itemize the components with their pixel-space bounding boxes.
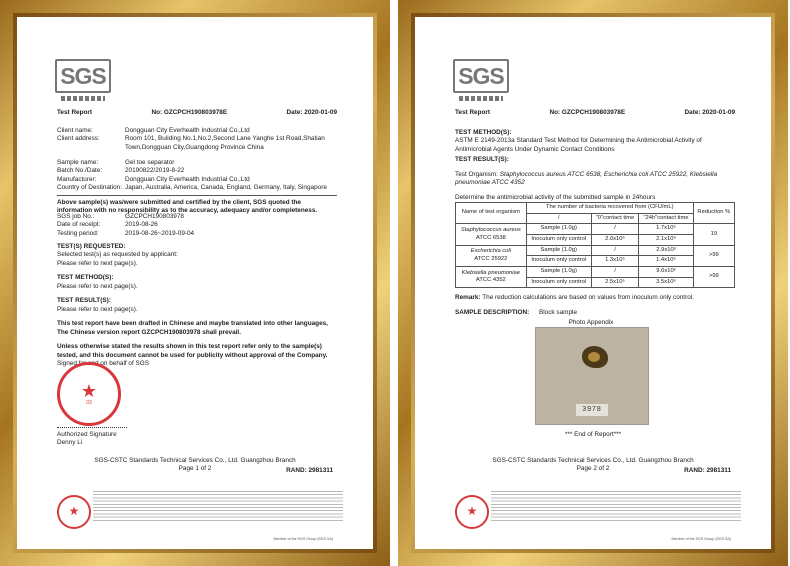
job-row bbox=[57, 221, 337, 229]
kv-value: GZCPCH190803978 bbox=[125, 213, 184, 220]
sample-desc-label: SAMPLE DESCRIPTION: bbox=[455, 308, 530, 316]
footer-fine-print bbox=[491, 491, 741, 521]
sample-row bbox=[57, 176, 337, 184]
sample-0h: / bbox=[591, 224, 638, 235]
sample-label: Sample (1.0g) bbox=[526, 224, 591, 235]
organism-text: Staphylococcus aureus ATCC 6538, Escherichia coli ATCC 25922, Klebsiella pneumoniae ATCC 4352 bbox=[455, 170, 718, 187]
official-stamp bbox=[57, 362, 121, 426]
control-0h: 1.3x10⁵ bbox=[591, 256, 638, 267]
divider bbox=[57, 195, 337, 196]
signed-for: Signed for and on behalf of SGS bbox=[57, 359, 150, 367]
signature-title: Authorized Signature bbox=[57, 431, 117, 438]
kv-value: Dongguan City Everhealth Industrial Co.,Ltd bbox=[125, 175, 250, 183]
fine-print-lines bbox=[491, 491, 741, 521]
control-label: Inoculum only control bbox=[526, 256, 591, 267]
sample-description-line bbox=[455, 309, 735, 317]
sample-0h: / bbox=[591, 245, 638, 256]
table-row bbox=[456, 224, 735, 235]
fine-print-lines bbox=[93, 491, 343, 521]
frame-inner bbox=[411, 13, 775, 553]
control-0h: 2.0x10⁵ bbox=[591, 235, 638, 246]
method-section bbox=[455, 129, 735, 317]
section-text: Please refer to next page(s). bbox=[57, 282, 138, 290]
photo-sample-label: 3978 bbox=[576, 404, 608, 416]
footer-rand: RAND: 2981311 bbox=[684, 467, 731, 474]
organism-atcc: ATCC 25922 bbox=[474, 255, 508, 262]
remark-line bbox=[455, 294, 735, 302]
sample-0h: / bbox=[591, 267, 638, 278]
header-reduction: Reduction % bbox=[693, 203, 734, 224]
footer-page-number: Page 2 of 2 bbox=[576, 465, 610, 473]
section-title: TEST RESULT(S): bbox=[57, 297, 111, 305]
kv-key: Manufacturer: bbox=[57, 175, 97, 183]
certificate-frame-right bbox=[398, 0, 788, 566]
sample-row bbox=[57, 159, 337, 167]
report-date: Date: 2020-01-09 bbox=[286, 109, 337, 116]
footer-page-number: Page 1 of 2 bbox=[178, 465, 212, 473]
report-date: Date: 2020-01-09 bbox=[684, 109, 735, 116]
sample-24h: 9.6x10² bbox=[639, 267, 693, 278]
method-text: ASTM E 2149-2013a Standard Test Method for Determining the Antimicrobial Activity of Antimicrobial Agents Under Dynamic Contact Conditions bbox=[455, 137, 702, 153]
header-organism: Name of test organism bbox=[456, 203, 527, 224]
report-header bbox=[57, 109, 337, 117]
stamp-number: 03 bbox=[86, 399, 92, 406]
footer-rand: RAND: 2981311 bbox=[286, 467, 333, 474]
client-name-row bbox=[57, 127, 337, 135]
footer-seal-icon: ★ bbox=[455, 495, 489, 529]
organism-name: Staphylococcus aureus bbox=[460, 226, 521, 233]
job-info bbox=[57, 213, 337, 238]
section-title: TEST RESULT(S): bbox=[455, 156, 509, 164]
logo-bar bbox=[61, 96, 105, 101]
sgs-logo-text: SGS bbox=[55, 59, 111, 93]
organism-cell bbox=[456, 245, 527, 266]
control-label: Inoculum only control bbox=[526, 277, 591, 288]
sample-desc-text: Block sample bbox=[539, 308, 578, 316]
organism-atcc: ATCC 4352 bbox=[475, 277, 506, 284]
logo-bar bbox=[459, 96, 503, 101]
certificate-frame-left bbox=[0, 0, 390, 566]
organism-cell bbox=[456, 267, 527, 288]
remark-label: Remark: bbox=[455, 294, 481, 302]
control-24h: 3.5x10⁶ bbox=[639, 277, 693, 288]
signature-name: Denny Li bbox=[57, 439, 83, 447]
kv-key: Batch No./Date: bbox=[57, 167, 103, 175]
disclaimer-translation: This test report have been drafted in Chinese and maybe translated into other languages, The Chinese version report GZCPCH190803978 shall prevail. bbox=[57, 320, 328, 336]
reduction-value: 19 bbox=[693, 224, 734, 245]
sample-photo bbox=[535, 327, 649, 425]
table-header-row bbox=[456, 203, 735, 214]
job-row bbox=[57, 213, 337, 221]
job-row bbox=[57, 230, 337, 238]
report-header bbox=[455, 109, 735, 117]
results-table bbox=[455, 202, 735, 288]
organism-atcc: ATCC 6538 bbox=[475, 234, 506, 241]
control-24h: 2.1x10⁶ bbox=[639, 235, 693, 246]
sample-24h: 2.9x10³ bbox=[639, 245, 693, 256]
sample-24h: 1.7x10⁶ bbox=[639, 224, 693, 235]
kv-key: Testing period: bbox=[57, 229, 99, 237]
header-0h: "0"contact time bbox=[591, 213, 638, 224]
signature-line bbox=[57, 427, 127, 428]
kv-key: SGS job No.: bbox=[57, 213, 95, 220]
kv-key: Country of Destination: bbox=[57, 184, 123, 192]
sample-object-highlight bbox=[588, 352, 600, 362]
report-label: Test Report bbox=[455, 109, 491, 116]
kv-value: 2019-08-26~2019-09-04 bbox=[125, 229, 195, 237]
section-text: Selected test(s) as requested by applicant: Please refer to next page(s). bbox=[57, 251, 178, 267]
reduction-value: >99 bbox=[693, 245, 734, 266]
tests-requested bbox=[57, 243, 337, 368]
reduction-value: >99 bbox=[693, 267, 734, 288]
kv-value: Room 101, Building No.1,No.2,Second Lane Yanghe 1st Road,Shatian Town,Dongguan City,Guangdong Province China bbox=[125, 135, 325, 151]
client-info bbox=[57, 127, 337, 152]
control-24h: 1.4x10⁶ bbox=[639, 256, 693, 267]
organism-name: Klebsiella pneumoniae bbox=[461, 269, 521, 276]
client-address-row bbox=[57, 135, 337, 152]
remark-text: The reduction calculations are based on values from inoculum only control. bbox=[482, 294, 694, 302]
section-title: TEST(S) REQUESTED: bbox=[57, 243, 126, 250]
footer-company-name: SGS-CSTC Standards Technical Services Co., Ltd. Guangzhou Branch bbox=[94, 457, 296, 464]
sample-label: Sample (1.0g) bbox=[526, 267, 591, 278]
kv-value: Japan, Australia, America, Canada, England, Germany, Italy, Singapore bbox=[125, 184, 327, 192]
report-number: No: GZCPCH190803978E bbox=[151, 109, 228, 116]
header-bacteria: The number of bacteria recovered from (CFU/mL) bbox=[526, 203, 693, 214]
photo-title: Photo Appendix bbox=[568, 319, 614, 326]
section-title: TEST METHOD(S): bbox=[455, 129, 512, 136]
kv-key: Sample name: bbox=[57, 159, 99, 166]
footer-member: Member of the SGS Group (SGS SA) bbox=[273, 537, 333, 541]
kv-key: Client address: bbox=[57, 135, 100, 143]
end-of-report: *** End of Report*** bbox=[564, 431, 622, 438]
report-page-1 bbox=[17, 17, 373, 549]
kv-value: 2019-08-26 bbox=[125, 221, 158, 229]
star-icon: ★ bbox=[80, 380, 98, 401]
disclaimer-publicity: Unless otherwise stated the results shown in this test report refer only to the sample(s) tested, and this document cannot be used for publicity without approval of the Company. bbox=[57, 343, 328, 359]
sample-row bbox=[57, 167, 337, 175]
organism-label: Test Organism: bbox=[455, 170, 498, 178]
client-statement: Above sample(s) was/were submitted and certified by the client, SGS quoted the information with no responsibility as to the accuracy, adequacy and/or completeness. bbox=[57, 198, 318, 215]
frame-inner bbox=[13, 13, 377, 553]
table-row bbox=[456, 267, 735, 278]
footer-member: Member of the SGS Group (SGS SA) bbox=[671, 537, 731, 541]
footer-company-name: SGS-CSTC Standards Technical Services Co., Ltd. Guangzhou Branch bbox=[492, 457, 694, 464]
footer-seal-icon: ★ bbox=[57, 495, 91, 529]
kv-value: Gel toe separator bbox=[125, 159, 175, 166]
section-title: TEST METHOD(S): bbox=[57, 274, 114, 282]
kv-key: Date of receipt: bbox=[57, 221, 101, 229]
kv-key: Client name: bbox=[57, 127, 93, 134]
control-0h: 2.5x10⁵ bbox=[591, 277, 638, 288]
determine-line: Determine the antimicrobial activity of the submitted sample in 24hours bbox=[455, 193, 656, 201]
organism-line bbox=[455, 171, 735, 188]
kv-value: 20190822/2019-8-22 bbox=[125, 167, 185, 175]
sample-row bbox=[57, 184, 337, 192]
section-text: Please refer to next page(s). bbox=[57, 305, 138, 313]
header-24h: "24h"contact time bbox=[639, 213, 693, 224]
footer-fine-print bbox=[93, 491, 343, 521]
sgs-logo bbox=[453, 59, 509, 103]
organism-name: Escherichia coli bbox=[470, 248, 511, 255]
kv-value: Dongguan City Everhealth Industrial Co.,Ltd bbox=[125, 127, 250, 134]
report-label: Test Report bbox=[57, 109, 93, 116]
signature-block bbox=[57, 431, 337, 448]
sample-label: Sample (1.0g) bbox=[526, 245, 591, 256]
table-row bbox=[456, 245, 735, 256]
control-label: Inoculum only control bbox=[526, 235, 591, 246]
sample-info bbox=[57, 159, 337, 216]
report-number: No: GZCPCH190803978E bbox=[549, 109, 626, 116]
report-page-2 bbox=[415, 17, 771, 549]
organism-cell bbox=[456, 224, 527, 245]
header-slash: / bbox=[526, 213, 591, 224]
sgs-logo-text: SGS bbox=[453, 59, 509, 93]
sgs-logo bbox=[55, 59, 111, 103]
